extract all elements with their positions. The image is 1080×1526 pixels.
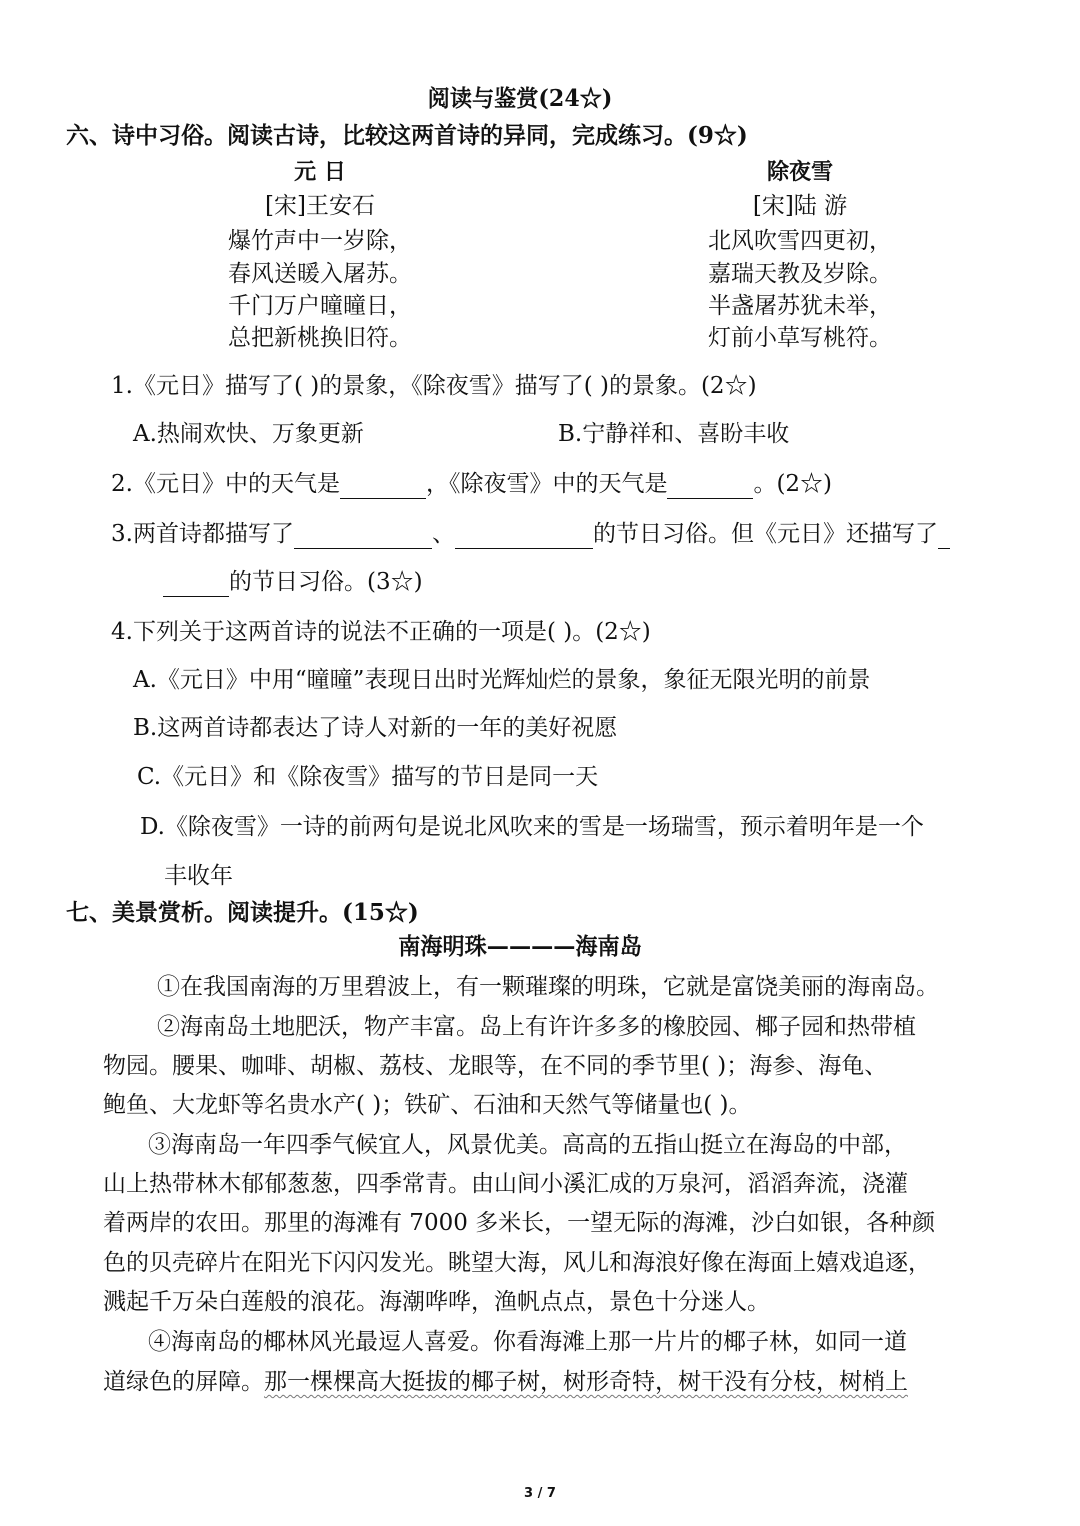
question-4-option-d-cont: 丰收年 <box>164 863 233 889</box>
question-3-cont <box>163 567 423 597</box>
article-line: 鲍鱼、大龙虾等名贵水产( )；铁矿、石油和天然气等储量也( )。 <box>103 1092 752 1118</box>
question-3-part4: 的节日习俗。(3☆) <box>229 569 423 595</box>
question-4-option-c: C.《元日》和《除夜雪》描写的节日是同一天 <box>137 764 599 790</box>
article-line: 山上热带林木郁郁葱葱，四季常青。由山间小溪汇成的万泉河，滔滔奔流，浇灌 <box>103 1171 908 1197</box>
question-3-part2: 、 <box>431 521 455 547</box>
question-3-part3: 的节日习俗。但《元日》还描写了 <box>592 521 938 547</box>
question-2 <box>111 469 832 499</box>
poem1-author: [宋]王安石 <box>265 193 375 219</box>
question-4-option-d: D.《除夜雪》一诗的前两句是说北风吹来的雪是一场瑞雪，预示着明年是一个 <box>140 814 924 840</box>
article-line-plain: 道绿色的屏障。 <box>103 1369 264 1395</box>
poem2-line: 灯前小草写桃符。 <box>708 325 892 351</box>
article-line <box>103 1367 908 1397</box>
article-line: ④海南岛的椰林风光最逗人喜爱。你看海滩上那一片片的椰子林，如同一道 <box>148 1329 907 1355</box>
page-number: 3 / 7 <box>524 1486 556 1501</box>
poem1-line: 爆竹声中一岁除， <box>228 228 412 254</box>
poem1-line: 千门万户曈曈日， <box>228 293 412 319</box>
article-line: ③海南岛一年四季气候宜人，风景优美。高高的五指山挺立在海岛的中部， <box>148 1132 907 1158</box>
answer-blank[interactable] <box>667 474 753 499</box>
question-3-part1: 3.两首诗都描写了 <box>111 521 294 547</box>
question-1-option-a: A.热闹欢快、万象更新 <box>133 421 364 447</box>
poem2-author: [宋]陆 游 <box>752 193 848 219</box>
question-2-part1: 2.《元日》中的天气是 <box>111 471 340 497</box>
article-line: ②海南岛土地肥沃，物产丰富。岛上有许许多多的橡胶园、椰子园和热带植 <box>157 1014 916 1040</box>
poem2-line: 嘉瑞天教及岁除。 <box>708 261 892 287</box>
article-line: 着两岸的农田。那里的海滩有 7000 多米长，一望无际的海滩，沙白如银，各种颜 <box>103 1210 936 1236</box>
poem2-title: 除夜雪 <box>766 159 833 185</box>
question-1: 1.《元日》描写了( )的景象，《除夜雪》描写了( )的景象。(2☆) <box>111 373 757 399</box>
question-4-option-b: B.这两首诗都表达了诗人对新的一年的美好祝愿 <box>133 715 618 741</box>
answer-blank[interactable] <box>340 474 426 499</box>
article-line: 色的贝壳碎片在阳光下闪闪发光。眺望大海，风儿和海浪好像在海面上嬉戏追逐， <box>103 1250 931 1276</box>
question-2-part3: 。(2☆) <box>753 471 833 497</box>
question-4: 4.下列关于这两首诗的说法不正确的一项是( )。(2☆) <box>111 619 651 645</box>
poem1-title: 元 日 <box>294 159 346 185</box>
underlined-sentence: 那一棵棵高大挺拔的椰子树，树形奇特，树干没有分枝，树梢上 <box>264 1369 908 1395</box>
section-title: 阅读与鉴赏(24☆) <box>427 85 613 112</box>
answer-blank[interactable] <box>938 524 950 549</box>
answer-blank[interactable] <box>455 524 593 549</box>
article-title: 南海明珠————海南岛 <box>398 933 642 960</box>
question-4-option-a: A.《元日》中用“曈曈”表现日出时光辉灿烂的景象，象征无限光明的前景 <box>133 667 871 693</box>
answer-blank[interactable] <box>163 572 229 597</box>
poem2-line: 半盏屠苏犹未举， <box>708 293 892 319</box>
poem1-line: 总把新桃换旧符。 <box>228 325 412 351</box>
answer-blank[interactable] <box>294 524 432 549</box>
poem1-line: 春风送暖入屠苏。 <box>228 261 412 287</box>
article-line: 物园。腰果、咖啡、胡椒、荔枝、龙眼等，在不同的季节里( )；海参、海龟、 <box>103 1053 888 1079</box>
question-2-part2: ，《除夜雪》中的天气是 <box>425 471 668 497</box>
part6-heading: 六、诗中习俗。阅读古诗，比较这两首诗的异同，完成练习。(9☆) <box>66 122 748 149</box>
article-line: 溅起千万朵白莲般的浪花。海潮哗哗，渔帆点点，景色十分迷人。 <box>103 1289 770 1315</box>
article-line: ①在我国南海的万里碧波上，有一颗璀璨的明珠，它就是富饶美丽的海南岛。 <box>157 974 939 1000</box>
poem2-line: 北风吹雪四更初， <box>708 228 892 254</box>
question-3 <box>111 519 950 549</box>
part7-heading: 七、美景赏析。阅读提升。(15☆) <box>66 899 419 926</box>
question-1-option-b: B.宁静祥和、喜盼丰收 <box>558 421 790 447</box>
